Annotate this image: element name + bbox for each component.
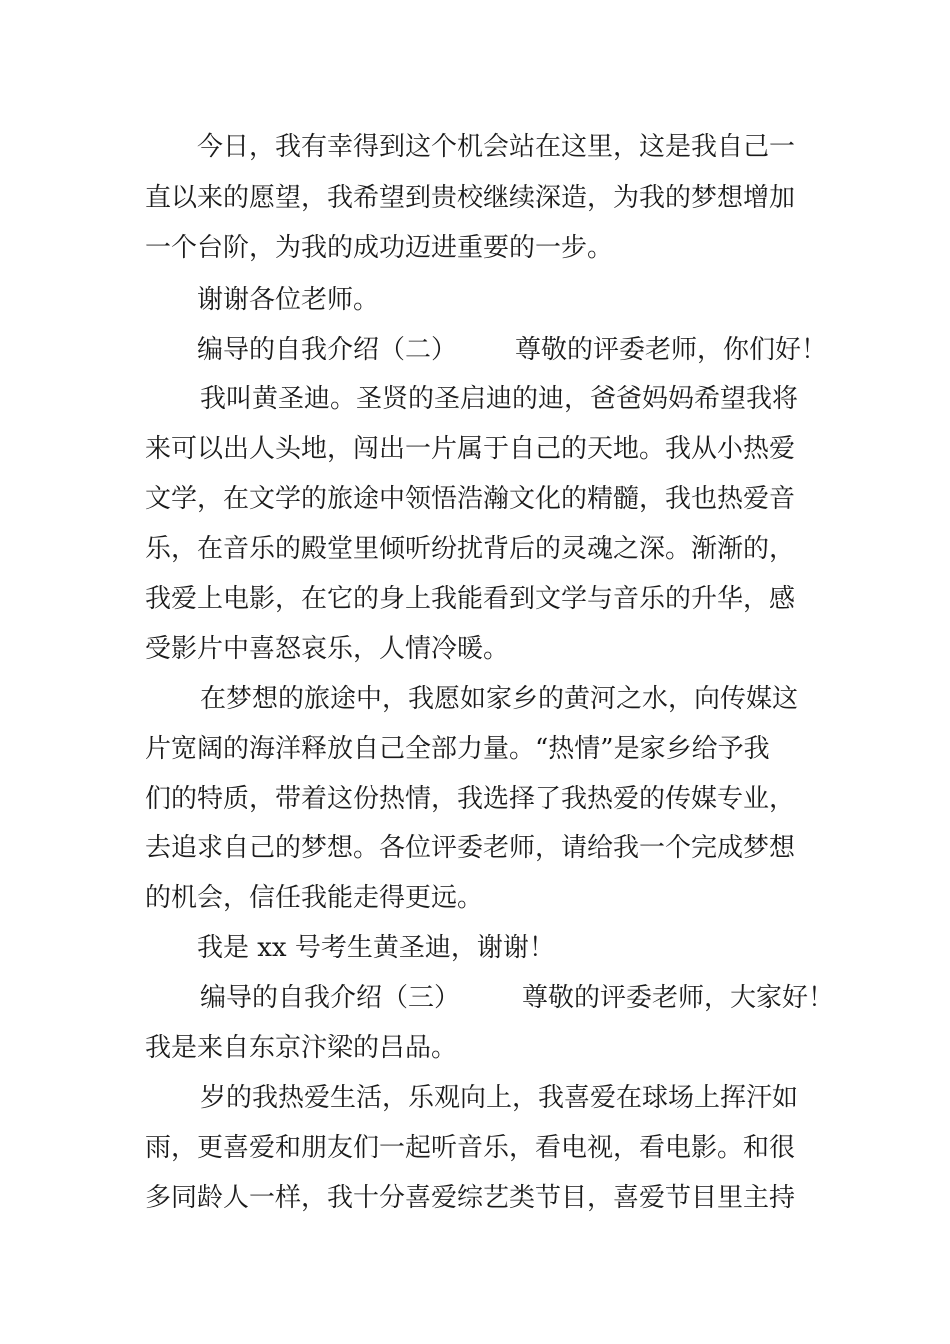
section-heading-2	[197, 333, 827, 367]
paragraph-line: 我爱上电影，在它的身上我能看到文学与音乐的升华，感	[145, 584, 796, 614]
paragraph-line: 一个台阶，为我的成功迈进重要的一步。	[145, 233, 614, 263]
section-title: 编导的自我介绍（二）	[197, 335, 458, 365]
section-greeting: 尊敬的评委老师，你们好！	[515, 335, 828, 365]
paragraph-line: 乐，在音乐的殿堂里倾听纷扰背后的灵魂之深。渐渐的，	[145, 534, 796, 564]
paragraph-line: 来可以出人头地，闯出一片属于自己的天地。我从小热爱	[145, 434, 796, 464]
paragraph-line: 直以来的愿望，我希望到贵校继续深造，为我的梦想增加	[145, 183, 796, 213]
paragraph-line: 去追求自己的梦想。各位评委老师，请给我一个完成梦想	[145, 833, 796, 863]
paragraph-line: 岁的我热爱生活，乐观向上，我喜爱在球场上挥汗如	[200, 1083, 799, 1113]
paragraph-line: 我是来自东京汴梁的吕品。	[145, 1033, 458, 1063]
paragraph-line: 我叫黄圣迪。圣贤的圣启迪的迪，爸爸妈妈希望我将	[200, 384, 799, 414]
paragraph-line: 今日，我有幸得到这个机会站在这里，这是我自己一	[197, 132, 796, 162]
section-heading-3	[200, 981, 834, 1015]
section-title: 编导的自我介绍（三）	[200, 983, 461, 1013]
paragraph-line: 多同龄人一样，我十分喜爱综艺类节目，喜爱节目里主持	[145, 1183, 796, 1213]
paragraph-line: 文学，在文学的旅途中领悟浩瀚文化的精髓，我也热爱音	[145, 484, 796, 514]
paragraph-line: 雨，更喜爱和朋友们一起听音乐，看电视，看电影。和很	[145, 1133, 796, 1163]
paragraph-line: 们的特质，带着这份热情，我选择了我热爱的传媒专业，	[145, 784, 796, 814]
paragraph-line: 我是 xx 号考生黄圣迪，谢谢！	[197, 933, 555, 963]
paragraph-line: 谢谢各位老师。	[197, 285, 380, 315]
paragraph-line: 受影片中喜怒哀乐，人情冷暖。	[145, 634, 510, 664]
paragraph-line: 片宽阔的海洋释放自己全部力量。“热情”是家乡给予我	[145, 734, 770, 764]
section-greeting: 尊敬的评委老师，大家好！	[522, 983, 835, 1013]
paragraph-line: 的机会，信任我能走得更远。	[145, 883, 484, 913]
paragraph-line: 在梦想的旅途中，我愿如家乡的黄河之水，向传媒这	[200, 684, 799, 714]
